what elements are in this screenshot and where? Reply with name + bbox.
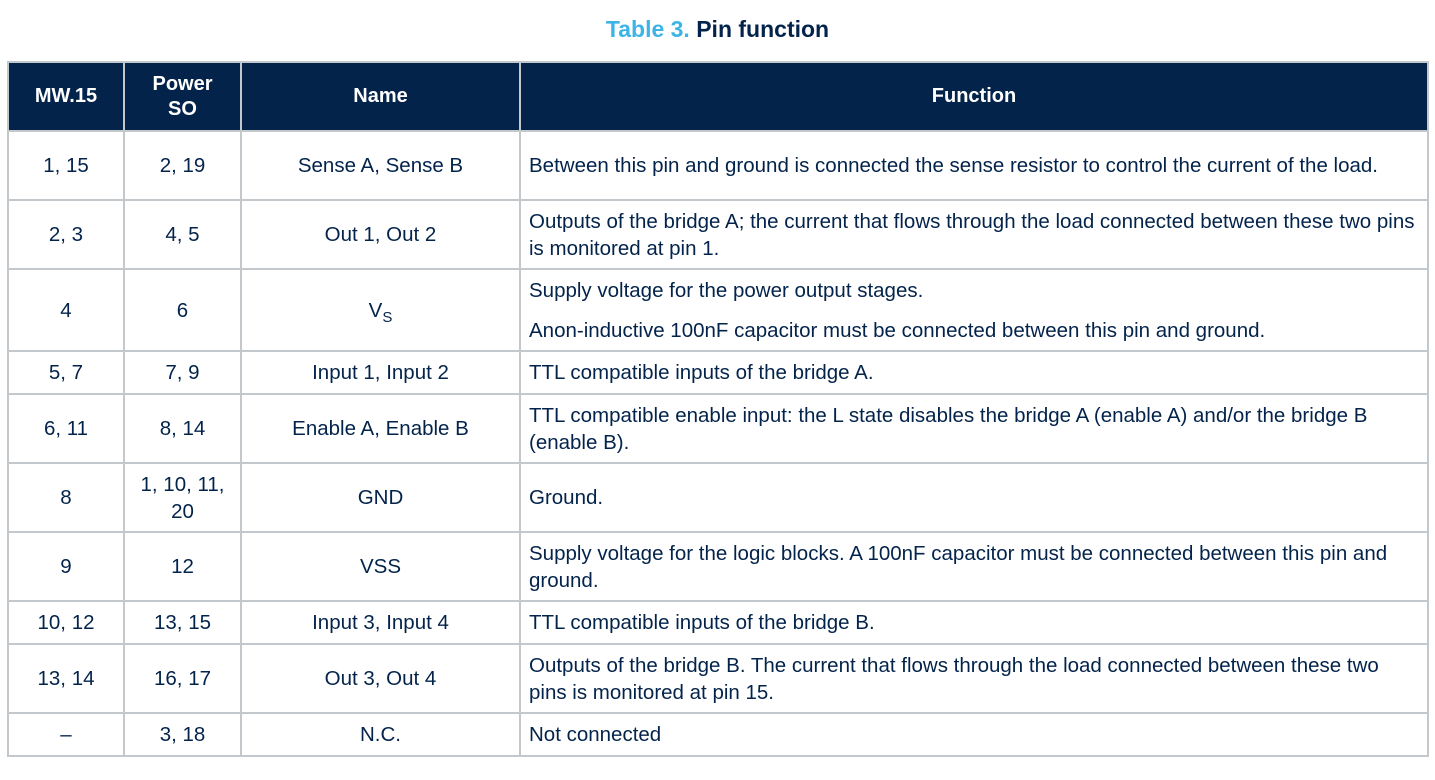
header-name: Name bbox=[241, 62, 520, 131]
cell-mw15: 9 bbox=[8, 532, 124, 601]
cell-powerso: 13, 15 bbox=[124, 601, 241, 644]
cell-function bbox=[520, 269, 1428, 351]
cell-mw15: 10, 12 bbox=[8, 601, 124, 644]
cell-powerso: 12 bbox=[124, 532, 241, 601]
header-powerso-line2: SO bbox=[168, 97, 197, 120]
table-header-row bbox=[8, 62, 1428, 131]
cell-name: Input 1, Input 2 bbox=[241, 351, 520, 394]
cell-function: TTL compatible inputs of the bridge B. bbox=[520, 601, 1428, 644]
cell-function: Between this pin and ground is connected the sense resistor to control the current of the load. bbox=[520, 131, 1428, 200]
table-row bbox=[8, 351, 1428, 394]
cell-function: Ground. bbox=[520, 463, 1428, 532]
cell-mw15: 2, 3 bbox=[8, 200, 124, 269]
table-row bbox=[8, 269, 1428, 351]
pin-function-table bbox=[7, 61, 1429, 757]
function-paragraph-1: Supply voltage for the power output stages. bbox=[529, 278, 924, 302]
table-row bbox=[8, 532, 1428, 601]
cell-name: GND bbox=[241, 463, 520, 532]
cell-powerso: 4, 5 bbox=[124, 200, 241, 269]
cell-function: Not connected bbox=[520, 713, 1428, 756]
table-row bbox=[8, 131, 1428, 200]
powerso-line2: 20 bbox=[171, 499, 194, 523]
cell-mw15: 5, 7 bbox=[8, 351, 124, 394]
cell-name: Input 3, Input 4 bbox=[241, 601, 520, 644]
powerso-line1: 1, 10, 11, bbox=[140, 472, 225, 496]
cell-powerso: 2, 19 bbox=[124, 131, 241, 200]
header-mw15: MW.15 bbox=[8, 62, 124, 131]
table-row bbox=[8, 713, 1428, 756]
cell-function: TTL compatible inputs of the bridge A. bbox=[520, 351, 1428, 394]
cell-name bbox=[241, 269, 520, 351]
table-row bbox=[8, 644, 1428, 713]
cell-function: TTL compatible enable input: the L state disables the bridge A (enable A) and/or the bridge B (enable B). bbox=[520, 394, 1428, 463]
function-paragraph-2: Anon-inductive 100nF capacitor must be connected between this pin and ground. bbox=[529, 318, 1266, 342]
cell-powerso: 8, 14 bbox=[124, 394, 241, 463]
table-row bbox=[8, 394, 1428, 463]
table-title: Pin function bbox=[696, 16, 830, 42]
cell-powerso: 3, 18 bbox=[124, 713, 241, 756]
cell-mw15: 4 bbox=[8, 269, 124, 351]
table-row bbox=[8, 463, 1428, 532]
table-row bbox=[8, 200, 1428, 269]
cell-name: N.C. bbox=[241, 713, 520, 756]
cell-name: Out 3, Out 4 bbox=[241, 644, 520, 713]
table-row bbox=[8, 601, 1428, 644]
cell-powerso: 7, 9 bbox=[124, 351, 241, 394]
header-powerso bbox=[124, 62, 241, 131]
table-caption bbox=[0, 0, 1435, 58]
header-function: Function bbox=[520, 62, 1428, 131]
cell-mw15: 1, 15 bbox=[8, 131, 124, 200]
name-main: V bbox=[368, 298, 383, 322]
table-number: Table 3. bbox=[605, 16, 690, 42]
name-subscript: S bbox=[382, 308, 393, 326]
cell-name: Out 1, Out 2 bbox=[241, 200, 520, 269]
cell-function: Supply voltage for the logic blocks. A 100nF capacitor must be connected between this pin and ground. bbox=[520, 532, 1428, 601]
cell-name: Enable A, Enable B bbox=[241, 394, 520, 463]
cell-mw15: – bbox=[8, 713, 124, 756]
cell-name: VSS bbox=[241, 532, 520, 601]
cell-name: Sense A, Sense B bbox=[241, 131, 520, 200]
cell-powerso: 6 bbox=[124, 269, 241, 351]
cell-mw15: 6, 11 bbox=[8, 394, 124, 463]
cell-mw15: 8 bbox=[8, 463, 124, 532]
header-powerso-line1: Power bbox=[152, 72, 213, 95]
cell-mw15: 13, 14 bbox=[8, 644, 124, 713]
cell-powerso bbox=[124, 463, 241, 532]
cell-powerso: 16, 17 bbox=[124, 644, 241, 713]
cell-function: Outputs of the bridge A; the current that flows through the load connected between these two pins is monitored at pin 1. bbox=[520, 200, 1428, 269]
cell-function: Outputs of the bridge B. The current that flows through the load connected between these two pins is monitored at pin 15. bbox=[520, 644, 1428, 713]
